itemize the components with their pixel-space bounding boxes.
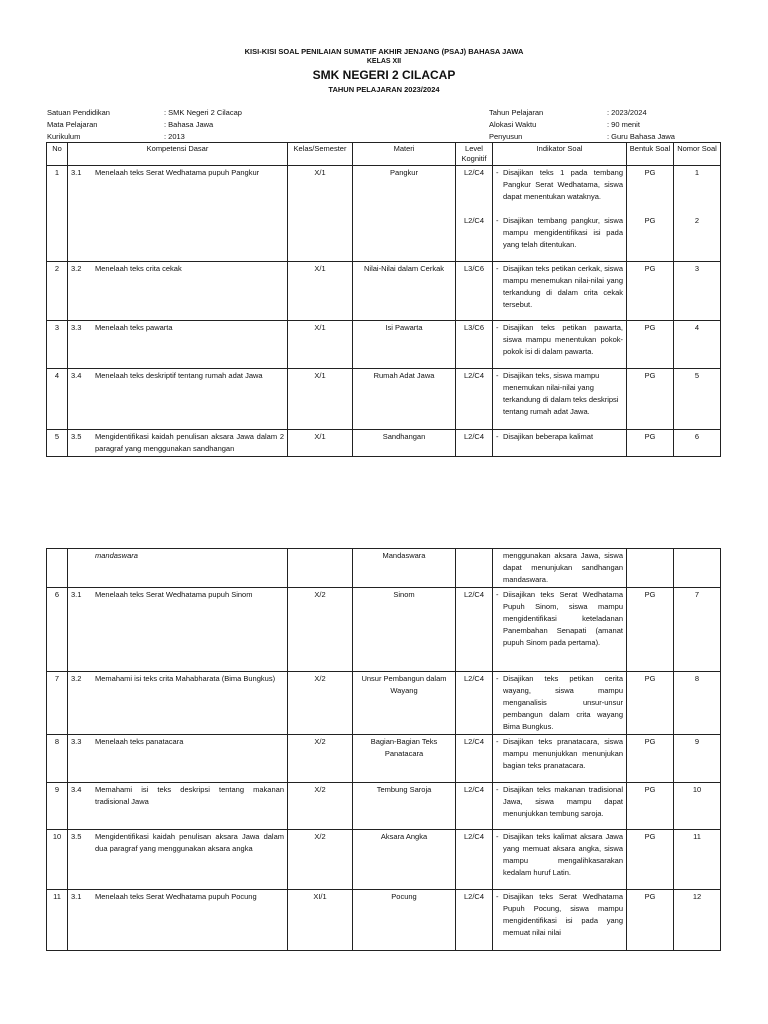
meta-key: Kurikulum [47, 132, 81, 141]
indikator-text: Disajikan teks makanan tradisional Jawa, siswa mampu dapat menunjukkan tembung saroja. [503, 785, 623, 818]
indikator-text: Disajikan teks, siswa mampu menemukan nilai-nilai yang terkandung di dalam teks deskripsi tentang rumah adat Jawa. [503, 371, 619, 416]
cell-nomor: 7 [674, 588, 721, 672]
table-row [47, 672, 721, 735]
cell-bentuk [627, 549, 674, 588]
table-row [47, 166, 721, 262]
indikator-text: Disajikan teks petikan pawarta, siswa mampu menentukan pokok-pokok isi di dalam pawarta. [503, 323, 623, 356]
meta-value: : 2013 [164, 132, 185, 141]
cell-nomor [674, 166, 721, 262]
cell-nomor: 9 [674, 735, 721, 783]
cell-indikator: - Disajikan teks kalimat aksara Jawa yang memuat aksara angka, siswa mampu mengalihkasarakan kedalam huruf Latin. [493, 830, 627, 890]
cell-kelas: X/2 [288, 672, 353, 735]
grid-table-2 [46, 548, 721, 951]
cell-kd [68, 672, 288, 735]
cell-bentuk: PG [627, 321, 674, 369]
cell-bentuk: PG [627, 783, 674, 830]
kd-text: Memahami isi teks deskripsi tentang makanan tradisional Jawa [95, 785, 284, 806]
col-header-indikator: Indikator Soal [493, 143, 627, 166]
col-header-nomor: Nomor Soal [674, 143, 721, 166]
cell-no: 9 [47, 783, 68, 830]
cell-bentuk: PG [627, 588, 674, 672]
cell-materi: Sandhangan [353, 430, 456, 457]
cell-nomor: 12 [674, 890, 721, 951]
cell-no: 3 [47, 321, 68, 369]
kd-text: Menelaah teks Serat Wedhatama pupuh Pocung [95, 892, 257, 901]
cell-no: 4 [47, 369, 68, 430]
col-header-no: No [47, 143, 68, 166]
col-header-materi: Materi [353, 143, 456, 166]
meta-row [47, 119, 242, 131]
kd-text: Menelaah teks panatacara [95, 737, 184, 746]
cell-kelas: X/2 [288, 735, 353, 783]
cell-nomor: 8 [674, 672, 721, 735]
kd-number: 3.2 [71, 264, 82, 273]
meta-row [489, 119, 675, 131]
bentuk-value: PG [644, 216, 656, 225]
cell-level: L2/C4 [456, 830, 493, 890]
cell-kd [68, 430, 288, 457]
cell-kd [68, 549, 288, 588]
meta-value: : SMK Negeri 2 Cilacap [164, 108, 242, 117]
kd-number: 3.4 [71, 785, 82, 794]
cell-no: 11 [47, 890, 68, 951]
kd-number [71, 550, 95, 562]
cell-kd [68, 166, 288, 262]
indikator-text: Disajikan teks pranatacara, siswa mampu menunjukkan menunjukan bagian teks pranatacara. [503, 737, 623, 770]
cell-kd [68, 735, 288, 783]
kd-number: 3.5 [71, 432, 82, 441]
kd-number: 3.5 [71, 832, 82, 841]
table-row [47, 430, 721, 457]
cell-kelas: X/1 [288, 262, 353, 321]
cell-level: L2/C4 [456, 672, 493, 735]
indikator-text: Disajikan beberapa kalimat [503, 432, 594, 441]
indikator-text: Disajikan teks petikan cerkak, siswa mampu menemukan nilai-nilai yang terkandung di dalam crita cekak tersebut. [503, 264, 623, 309]
cell-kelas: X/2 [288, 783, 353, 830]
kd-text: Menelaah teks crita cekak [95, 264, 182, 273]
kd-number: 3.1 [71, 168, 82, 177]
cell-materi: Sinom [353, 588, 456, 672]
meta-value: : Bahasa Jawa [164, 120, 214, 129]
cell-indikator: - Disajikan teks 1 pada tembang Pangkur Serat Wedhatama, siswa dapat menentukan wataknya. - Disajikan tembang pangkur, siswa mampu mengidentifikasi isi pada yang telah ditentukan. [493, 166, 627, 262]
cell-no: 7 [47, 672, 68, 735]
cell-kd [68, 890, 288, 951]
cell-level: L2/C4 [456, 588, 493, 672]
table-row [47, 549, 721, 588]
cell-indikator: - Disajikan teks petikan pawarta, siswa mampu menentukan pokok-pokok isi di dalam pawarta. [493, 321, 627, 369]
cell-level: L2/C4 [456, 369, 493, 430]
cell-materi: Rumah Adat Jawa [353, 369, 456, 430]
cell-kelas: X/1 [288, 430, 353, 457]
cell-indikator: - Disajikan teks, siswa mampu menemukan nilai-nilai yang terkandung di dalam teks deskripsi tentang rumah adat Jawa. [493, 369, 627, 430]
cell-kelas: X/1 [288, 166, 353, 262]
cell-level: L3/C6 [456, 262, 493, 321]
cell-bentuk: PG [627, 430, 674, 457]
meta-left [47, 107, 242, 143]
table-header-row [47, 143, 721, 166]
kd-number: 3.1 [71, 590, 82, 599]
indikator-text: Disajikan teks petikan cerita wayang, siswa mampu menganalisis unsur-unsur pembangun dalam crita wayang Bima Bungkus. [503, 674, 623, 731]
kd-text: Mengidentifikasi kaidah penulisan aksara Jawa dalam 2 paragraf yang menggunakan sandhangan [95, 432, 284, 453]
kd-number: 3.4 [71, 371, 82, 380]
cell-kd [68, 783, 288, 830]
cell-kelas [288, 549, 353, 588]
cell-nomor: 10 [674, 783, 721, 830]
cell-indikator: - Disajikan teks petikan cerkak, siswa mampu menemukan nilai-nilai yang terkandung di dalam crita cekak tersebut. [493, 262, 627, 321]
cell-materi: Isi Pawarta [353, 321, 456, 369]
nomor-value: 2 [694, 216, 700, 225]
cell-kelas: X/1 [288, 321, 353, 369]
kd-number: 3.2 [71, 674, 82, 683]
class-label: KELAS XII [366, 58, 402, 65]
cell-kelas: X/1 [288, 369, 353, 430]
cell-nomor: 6 [674, 430, 721, 457]
cell-nomor [674, 549, 721, 588]
meta-key: Mata Pelajaran [47, 120, 98, 129]
table-row [47, 783, 721, 830]
cell-bentuk: PG [627, 890, 674, 951]
nomor-value: 1 [694, 168, 700, 177]
cell-materi: Tembung Saroja [353, 783, 456, 830]
cell-bentuk: PG [627, 672, 674, 735]
meta-key: Satuan Pendidikan [47, 108, 110, 117]
cell-kd [68, 321, 288, 369]
table-row [47, 262, 721, 321]
cell-no: 2 [47, 262, 68, 321]
cell-no: 10 [47, 830, 68, 890]
meta-key: Penyusun [489, 132, 523, 141]
grid-table-1 [46, 142, 721, 457]
academic-year: TAHUN PELAJARAN 2023/2024 [328, 85, 440, 94]
col-header-bentuk: Bentuk Soal [627, 143, 674, 166]
cell-level: L2/C4 [456, 735, 493, 783]
meta-key: Alokasi Waktu [489, 120, 537, 129]
cell-nomor: 4 [674, 321, 721, 369]
indikator-text: Disajikan teks Serat Wedhatama Pupuh Pocung, siswa mampu mengidentifikasi isi pada yang memuat nilai nilai [503, 892, 623, 937]
cell-materi: Aksara Angka [353, 830, 456, 890]
document-title: KISI-KISI SOAL PENILAIAN SUMATIF AKHIR JENJANG (PSAJ) BAHASA JAWA [244, 47, 524, 56]
cell-bentuk: PG [627, 262, 674, 321]
cell-indikator [493, 549, 627, 588]
cell-no: 1 [47, 166, 68, 262]
kd-text: Menelaah teks Serat Wedhatama pupuh Sinom [95, 590, 253, 599]
cell-no: 5 [47, 430, 68, 457]
indikator-text: Disajikan teks kalimat aksara Jawa yang memuat aksara angka, siswa mampu mengalihkasarakan kedalam huruf Latin. [503, 832, 623, 877]
cell-indikator: - Disajikan beberapa kalimat [493, 430, 627, 457]
indikator-text: Diisajikan teks Serat Wedhatama Pupuh Sinom, siswa mampu mengidentifikasi keteladanan Panembahan Senapati (amanat pupuh Sinom pada pertama). [503, 590, 623, 647]
cell-kd [68, 262, 288, 321]
table-row [47, 588, 721, 672]
table-row [47, 890, 721, 951]
indikator-text: Disajikan teks 1 pada tembang Pangkur Serat Wedhatama, siswa dapat menentukan wataknya. [503, 168, 623, 201]
cell-kelas: X/2 [288, 588, 353, 672]
cell-kd [68, 369, 288, 430]
cell-materi: Pocung [353, 890, 456, 951]
meta-right [489, 107, 675, 143]
cell-level: L3/C6 [456, 321, 493, 369]
cell-indikator: - Disajikan teks Serat Wedhatama Pupuh Pocung, siswa mampu mengidentifikasi isi pada yang memuat nilai nilai [493, 890, 627, 951]
kd-text: Memahami isi teks crita Mahabharata (Bima Bungkus) [95, 674, 276, 683]
meta-value: : 90 menit [607, 120, 640, 129]
cell-nomor: 11 [674, 830, 721, 890]
col-header-level: Level Kognitif [456, 143, 493, 166]
table-row [47, 321, 721, 369]
table-row [47, 830, 721, 890]
cell-kelas: XI/1 [288, 890, 353, 951]
cell-materi: Bagian-Bagian Teks Panatacara [353, 735, 456, 783]
cell-kd [68, 830, 288, 890]
cell-no: 6 [47, 588, 68, 672]
cell-indikator: - Disajikan teks makanan tradisional Jawa, siswa mampu dapat menunjukkan tembung saroja. [493, 783, 627, 830]
kd-text: Mengidentifikasi kaidah penulisan aksara Jawa dalam dua paragraf yang menggunakan aksara angka [95, 832, 284, 853]
meta-value: : Guru Bahasa Jawa [607, 132, 675, 141]
cell-materi: Mandaswara [353, 549, 456, 588]
col-header-kd: Kompetensi Dasar [68, 143, 288, 166]
cell-bentuk [627, 166, 674, 262]
cell-indikator: - Disajikan teks petikan cerita wayang, siswa mampu menganalisis unsur-unsur pembangun dalam crita wayang Bima Bungkus. [493, 672, 627, 735]
cell-materi: Pangkur [353, 166, 456, 262]
level-value: L2/C4 [463, 216, 484, 225]
kd-number: 3.3 [71, 323, 82, 332]
meta-row [489, 107, 675, 119]
kd-text: Menelaah teks pawarta [95, 323, 173, 332]
cell-nomor: 3 [674, 262, 721, 321]
cell-level: L2/C4 [456, 430, 493, 457]
cell-indikator: - Diisajikan teks Serat Wedhatama Pupuh Sinom, siswa mampu mengidentifikasi keteladanan Panembahan Senapati (amanat pupuh Sinom pada pertama). [493, 588, 627, 672]
school-name: SMK NEGERI 2 CILACAP [312, 68, 456, 82]
kd-text: Menelaah teks deskriptif tentang rumah adat Jawa [95, 371, 263, 380]
cell-materi: Nilai-Nilai dalam Cerkak [353, 262, 456, 321]
table-row [47, 735, 721, 783]
cell-kelas: X/2 [288, 830, 353, 890]
kd-text: mandaswara [95, 551, 138, 560]
meta-row [47, 107, 242, 119]
cell-indikator: - Disajikan teks pranatacara, siswa mampu menunjukkan menunjukan bagian teks pranatacara. [493, 735, 627, 783]
cell-no: 8 [47, 735, 68, 783]
cell-level: L2/C4 [456, 890, 493, 951]
level-value: L2/C4 [463, 168, 484, 177]
indikator-text: menggunakan aksara Jawa, siswa dapat menunjukan sandhangan mandaswara. [503, 551, 623, 584]
cell-bentuk: PG [627, 735, 674, 783]
cell-no [47, 549, 68, 588]
cell-bentuk: PG [627, 830, 674, 890]
cell-materi: Unsur Pembangun dalam Wayang [353, 672, 456, 735]
meta-key: Tahun Pelajaran [489, 108, 544, 117]
kd-number: 3.3 [71, 737, 82, 746]
indikator-text: Disajikan tembang pangkur, siswa mampu mengidentifikasi isi pada yang telah ditentukan. [503, 216, 623, 249]
cell-nomor: 5 [674, 369, 721, 430]
bentuk-value: PG [644, 168, 656, 177]
kd-text: Menelaah teks Serat Wedhatama pupuh Pangkur [95, 168, 260, 177]
table-row [47, 369, 721, 430]
cell-level [456, 549, 493, 588]
cell-level: L2/C4 [456, 783, 493, 830]
cell-level [456, 166, 493, 262]
meta-value: : 2023/2024 [607, 108, 647, 117]
cell-bentuk: PG [627, 369, 674, 430]
cell-kd [68, 588, 288, 672]
kd-number: 3.1 [71, 892, 82, 901]
col-header-kelas: Kelas/Semester [288, 143, 353, 166]
